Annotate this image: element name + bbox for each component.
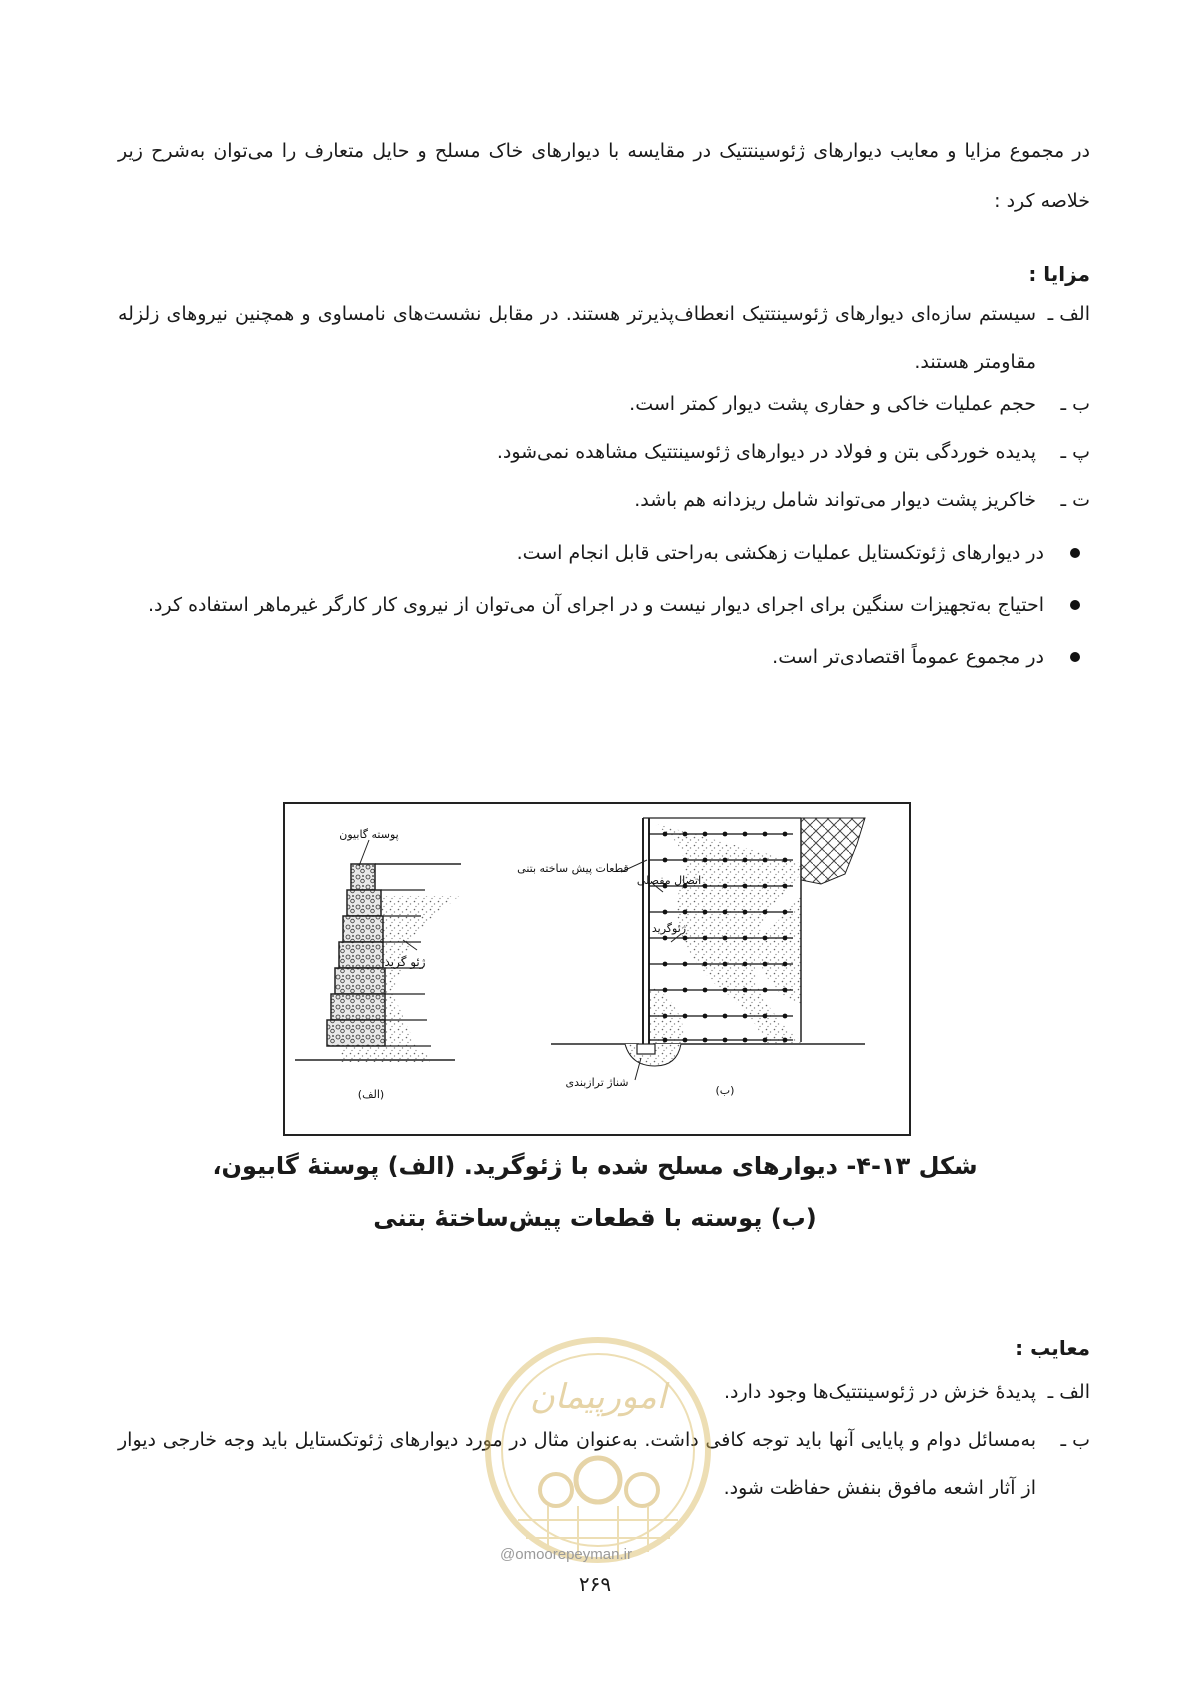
bullet-text: در دیوارهای ژئوتکستایل عملیات زهکشی به‌راحتی قابل انجام است.: [516, 542, 1044, 564]
item-text: حجم عملیات خاکی و حفاری پشت دیوار کمتر است.: [629, 393, 1036, 415]
bullet-text: احتیاج به‌تجهیزات سنگین برای اجرای دیوار نیست و در اجرای آن می‌توان از نیروی کار کارگر غیرماهر استفاده کرد.: [148, 594, 1044, 616]
item-marker: الف ـ: [1047, 1381, 1090, 1403]
watermark-site: @omoorepeyman.ir: [500, 1546, 632, 1563]
advantage-item-te: [118, 476, 1090, 524]
intro-paragraph: در مجموع مزایا و معایب دیوارهای ژئوسینتتیک در مقایسه با دیوارهای خاک مسلح و حایل متعارف را می‌توان به‌شرح زیر خلاصه کرد :: [118, 140, 1090, 212]
bullet-dot: [1070, 652, 1080, 662]
advantage-bullet: [118, 632, 1090, 682]
precast-panel-wall-diagram: [551, 818, 865, 1080]
label-precast-panels: قطعات پیش ساخته بتنی: [517, 862, 629, 875]
figure-geogrid-walls: [283, 802, 911, 1136]
advantage-bullet: [118, 528, 1090, 578]
advantage-item-pe: [118, 428, 1090, 476]
item-text: پدیده خوردگی بتن و فولاد در دیوارهای ژئوسینتتیک مشاهده نمی‌شود.: [496, 441, 1036, 463]
item-marker: ب ـ: [1060, 393, 1090, 415]
item-marker: ب ـ: [1060, 1429, 1090, 1451]
label-gabion-facing: پوسته گابیون: [339, 828, 399, 841]
advantage-bullet: [118, 580, 1090, 630]
disadvantages-heading: معایب :: [1015, 1336, 1090, 1360]
item-text: پدیدهٔ خزش در ژئوسینتتیک‌ها وجود دارد.: [723, 1381, 1036, 1403]
advantage-item-be: [118, 380, 1090, 428]
advantages-heading: مزایا :: [1028, 262, 1090, 286]
bullet-text: در مجموع عموماً اقتصادی‌تر است.: [772, 646, 1044, 668]
item-text: به‌مسائل دوام و پایایی آنها باید توجه کافی داشت. به‌عنوان مثال در مورد دیوارهای ژئوتکستایل باید وجه خارجی دیوار از آثار اشعه مافوق بنفش حفاظت شود.: [118, 1429, 1036, 1499]
watermark-logo: [478, 1330, 718, 1570]
bullet-dot: [1070, 548, 1080, 558]
gabion-wall-diagram: [295, 840, 461, 1062]
bullet-dot: [1070, 600, 1080, 610]
item-text: خاکریز پشت دیوار می‌تواند شامل ریزدانه هم باشد.: [634, 489, 1036, 511]
watermark-logo-text: امورپیمان: [529, 1377, 667, 1417]
label-part-b: (ب): [715, 1084, 735, 1097]
figure-caption-line-1: شکل ۱۳-۴- دیوارهای مسلح شده با ژئوگرید. (الف) پوستهٔ گابیون،: [212, 1152, 978, 1180]
item-marker: الف ـ: [1047, 303, 1090, 325]
advantage-item-alef: [118, 290, 1090, 386]
label-leveling-pad: شناژ ترازبندی: [565, 1076, 629, 1089]
label-geogrid-a: ژئو گرید: [384, 955, 426, 969]
label-part-a: (الف): [357, 1088, 385, 1101]
figure-caption-line-2: (ب) پوسته با قطعات پیش‌ساختهٔ بتنی: [373, 1204, 817, 1232]
label-hinge-connection: اتصال مفصلی: [636, 874, 702, 887]
item-text: سیستم سازه‌ای دیوارهای ژئوسینتتیک انعطاف‌پذیرتر هستند. در مقابل نشست‌های نامساوی و همچنین نیروهای زلزله مقاومتر هستند.: [118, 303, 1036, 373]
figure-drawing: [285, 804, 909, 1134]
label-geogrid-b: ژئوگرید: [651, 922, 687, 935]
page-number: ۲۶۹: [578, 1572, 612, 1596]
item-marker: ت ـ: [1060, 489, 1090, 511]
item-marker: پ ـ: [1060, 441, 1090, 463]
